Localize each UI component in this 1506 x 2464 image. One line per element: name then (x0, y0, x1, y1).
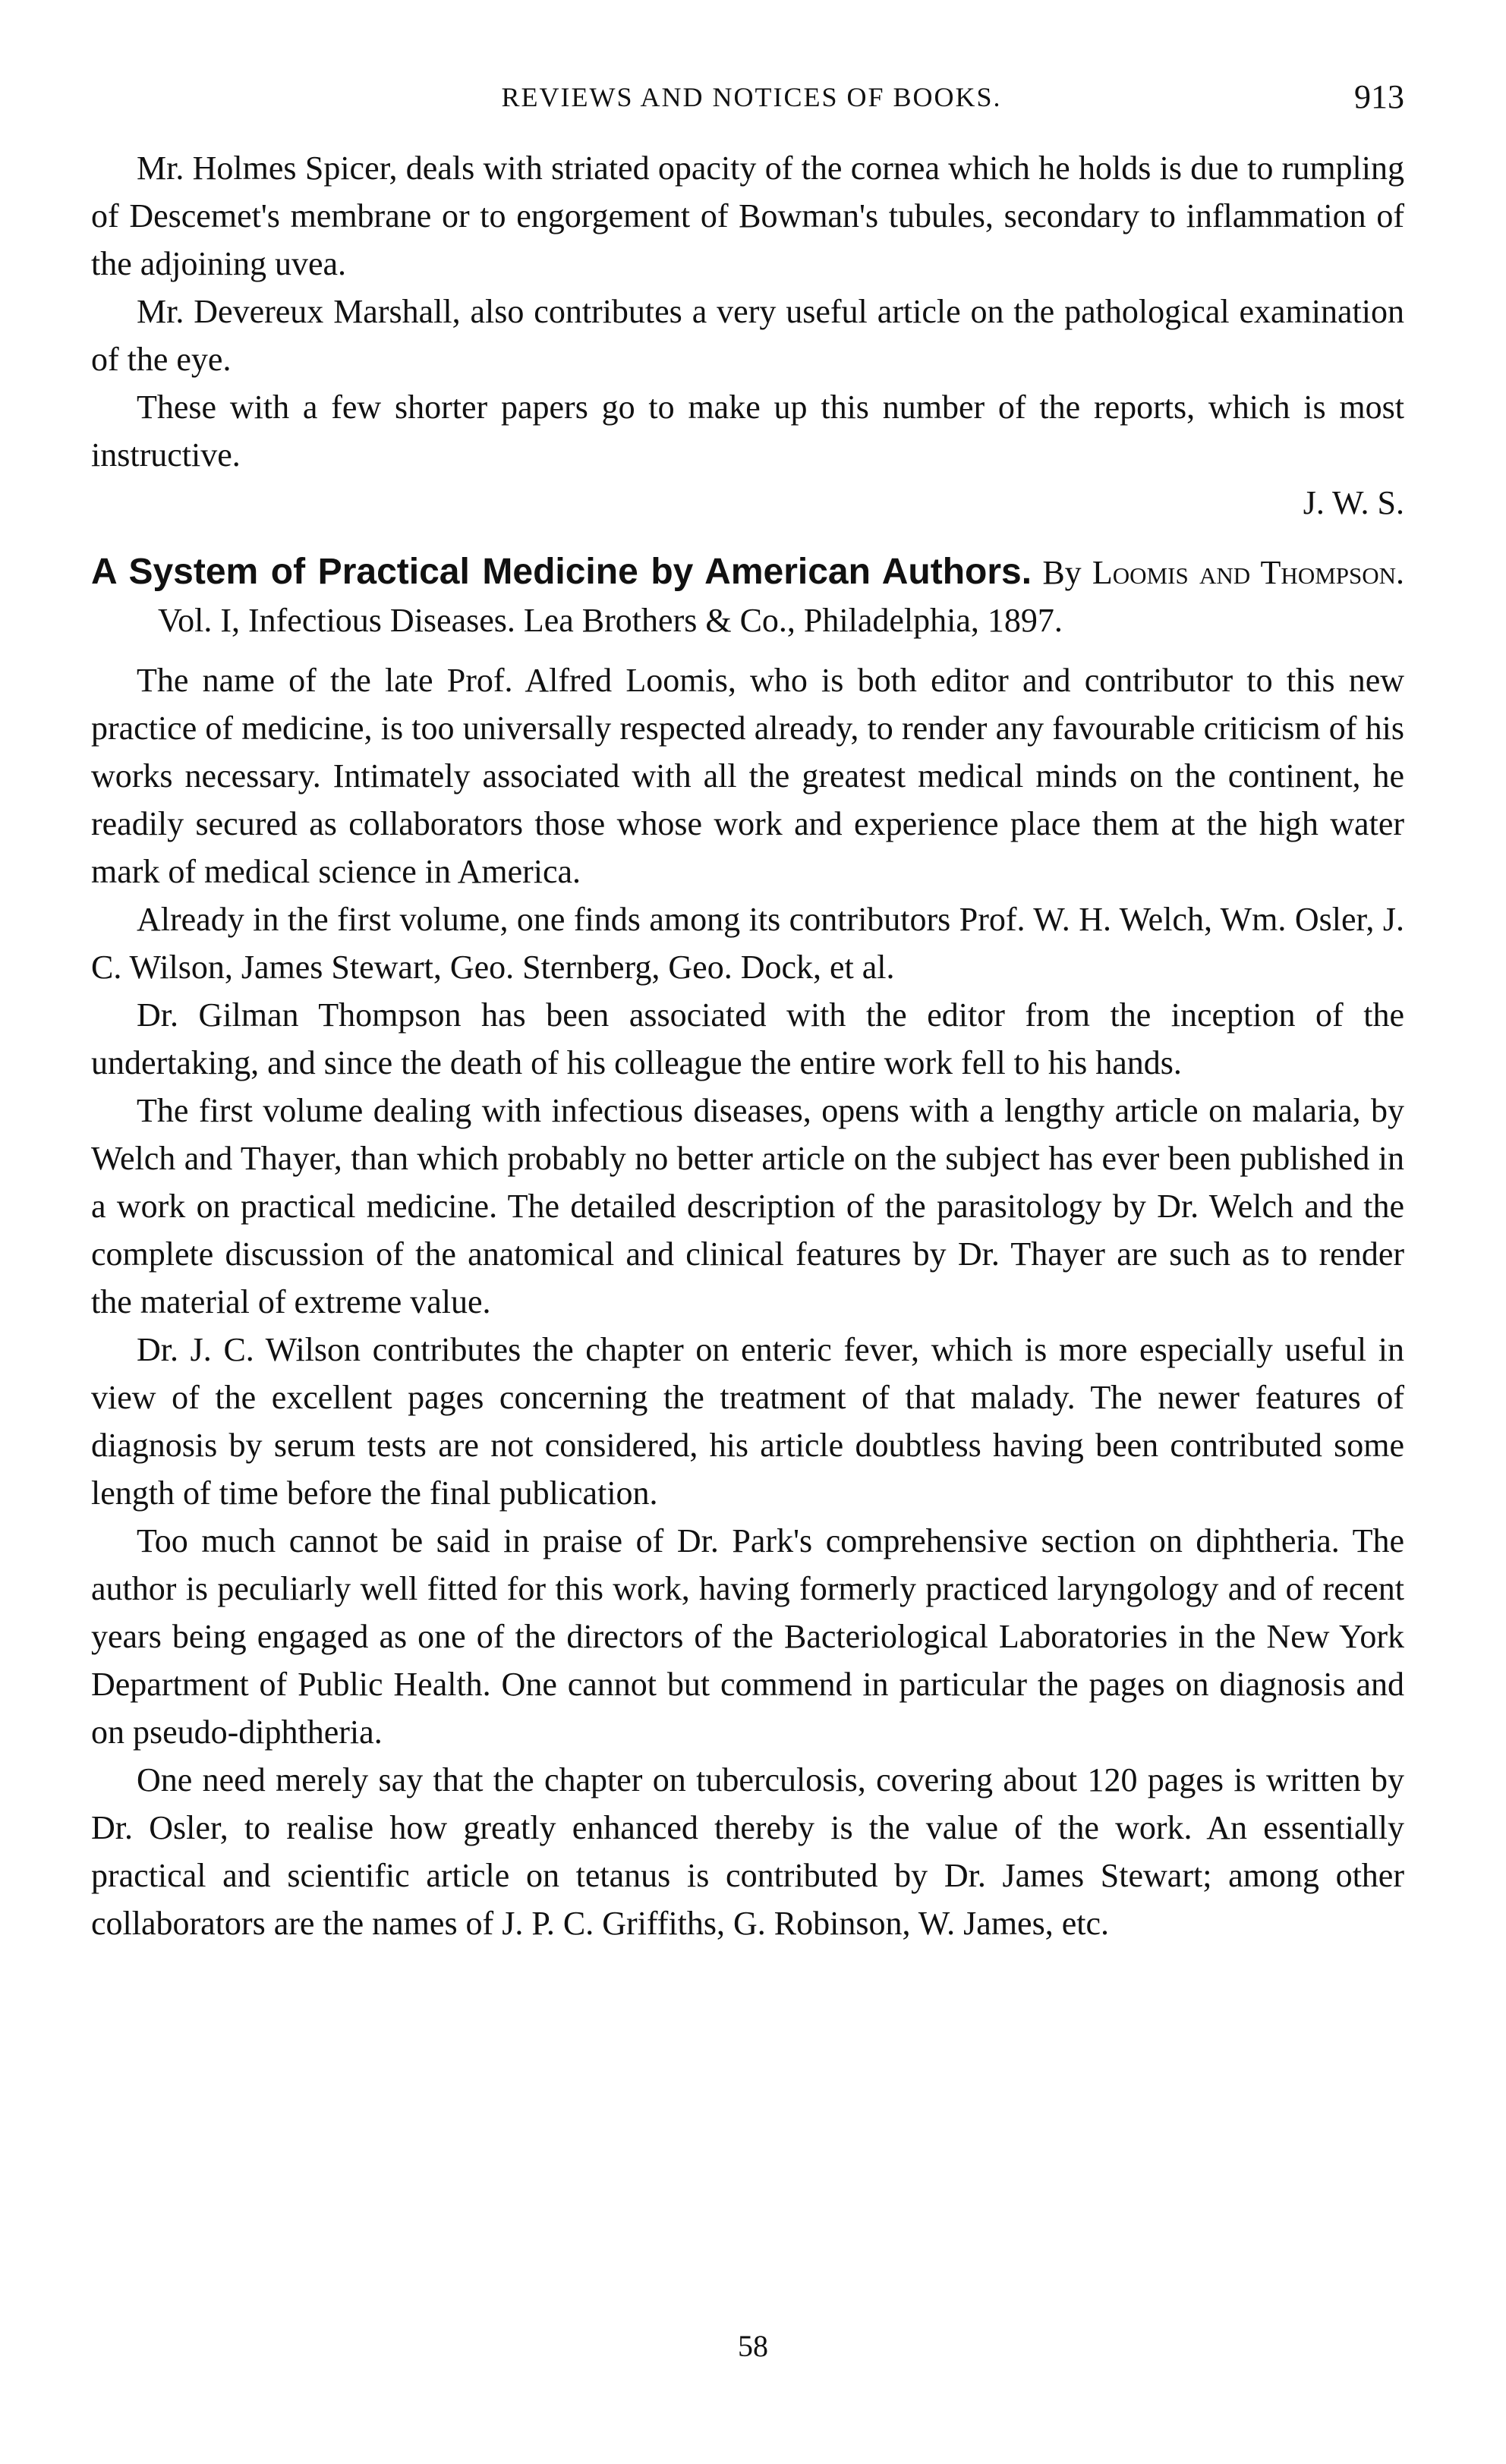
review-paragraph: The name of the late Prof. Alfred Loomis, who is both editor and contributor to this new practice of medicine, is too universally respected already, to render any favourable criticism of his works necessary. Intimately associated with all the greatest medical minds on the continent, he readily secured as collaborators those whose work and experience place them at the high water mark of medical science in America. (91, 662, 1404, 890)
review-paragraph: Too much cannot be said in praise of Dr. Park's comprehensive section on diphtheria. The author is peculiarly well fitted for this work, having formerly practiced laryngology and of recent years being engaged as one of the directors of the Bacteriological Laboratories in the New York Department of Public Health. One cannot but commend in particular the pages on diagnosis and on pseudo-diphtheria. (91, 1522, 1404, 1751)
page-number: 913 (1354, 78, 1404, 115)
previous-review-paragraph: Mr. Devereux Marshall, also contributes a very useful article on the pathological examination of the eye. (91, 293, 1404, 378)
review-details: Vol. I, Infectious Diseases. Lea Brothers & Co., Philadelphia, 1897. (158, 602, 1063, 639)
review-heading (91, 548, 1404, 644)
review-paragraph: One need merely say that the chapter on tuberculosis, covering about 120 pages is written by Dr. Osler, to realise how greatly enhanced thereby is the value of the work. An essentially practical and scientific article on tetanus is contributed by Dr. James Stewart; among other collaborators are the names of J. P. C. Griffiths, G. Robinson, W. James, etc. (91, 1761, 1404, 1942)
review-paragraph: Dr. Gilman Thompson has been associated with the editor from the inception of the undertaking, and since the death of his colleague the entire work fell to his hands. (91, 996, 1404, 1081)
review-by: By (1042, 554, 1082, 591)
review-paragraph: The first volume dealing with infectious diseases, opens with a lengthy article on malaria, by Welch and Thayer, than which probably no better article on the subject has ever been published in a work on practical medicine. The detailed description of the parasitology by Dr. Welch and the complete discussion of the anatomical and clinical features by Dr. Thayer are such as to render the material of extreme value. (91, 1092, 1404, 1320)
review-editors: Loomis and Thompson. (1092, 554, 1405, 591)
review-paragraph: Already in the first volume, one finds among its contributors Prof. W. H. Welch, Wm. Osler, J. C. Wilson, James Stewart, Geo. Sternberg, Geo. Dock, et al. (91, 901, 1404, 986)
previous-review-paragraph: These with a few shorter papers go to make up this number of the reports, which is most instructive. (91, 389, 1404, 474)
previous-review-paragraph: Mr. Holmes Spicer, deals with striated opacity of the cornea which he holds is due to rumpling of Descemet's membrane or to engorgement of Bowman's tubules, secondary to inflammation of the adjoining uvea. (91, 149, 1404, 282)
reviewer-signature: J. W. S. (1303, 484, 1404, 521)
running-head (99, 74, 1404, 120)
body-text (91, 144, 1404, 1947)
running-title: REVIEWS AND NOTICES OF BOOKS. (501, 82, 1002, 112)
review-paragraph: Dr. J. C. Wilson contributes the chapter on enteric fever, which is more especially useful in view of the excellent pages concerning the treatment of that malady. The newer features of diagnosis by serum tests are not considered, his article doubtless having been contributed some length of time before the final publication. (91, 1331, 1404, 1512)
review-title: A System of Practical Medicine by American Authors. (91, 552, 1032, 592)
folio-number: 58 (738, 2329, 768, 2363)
